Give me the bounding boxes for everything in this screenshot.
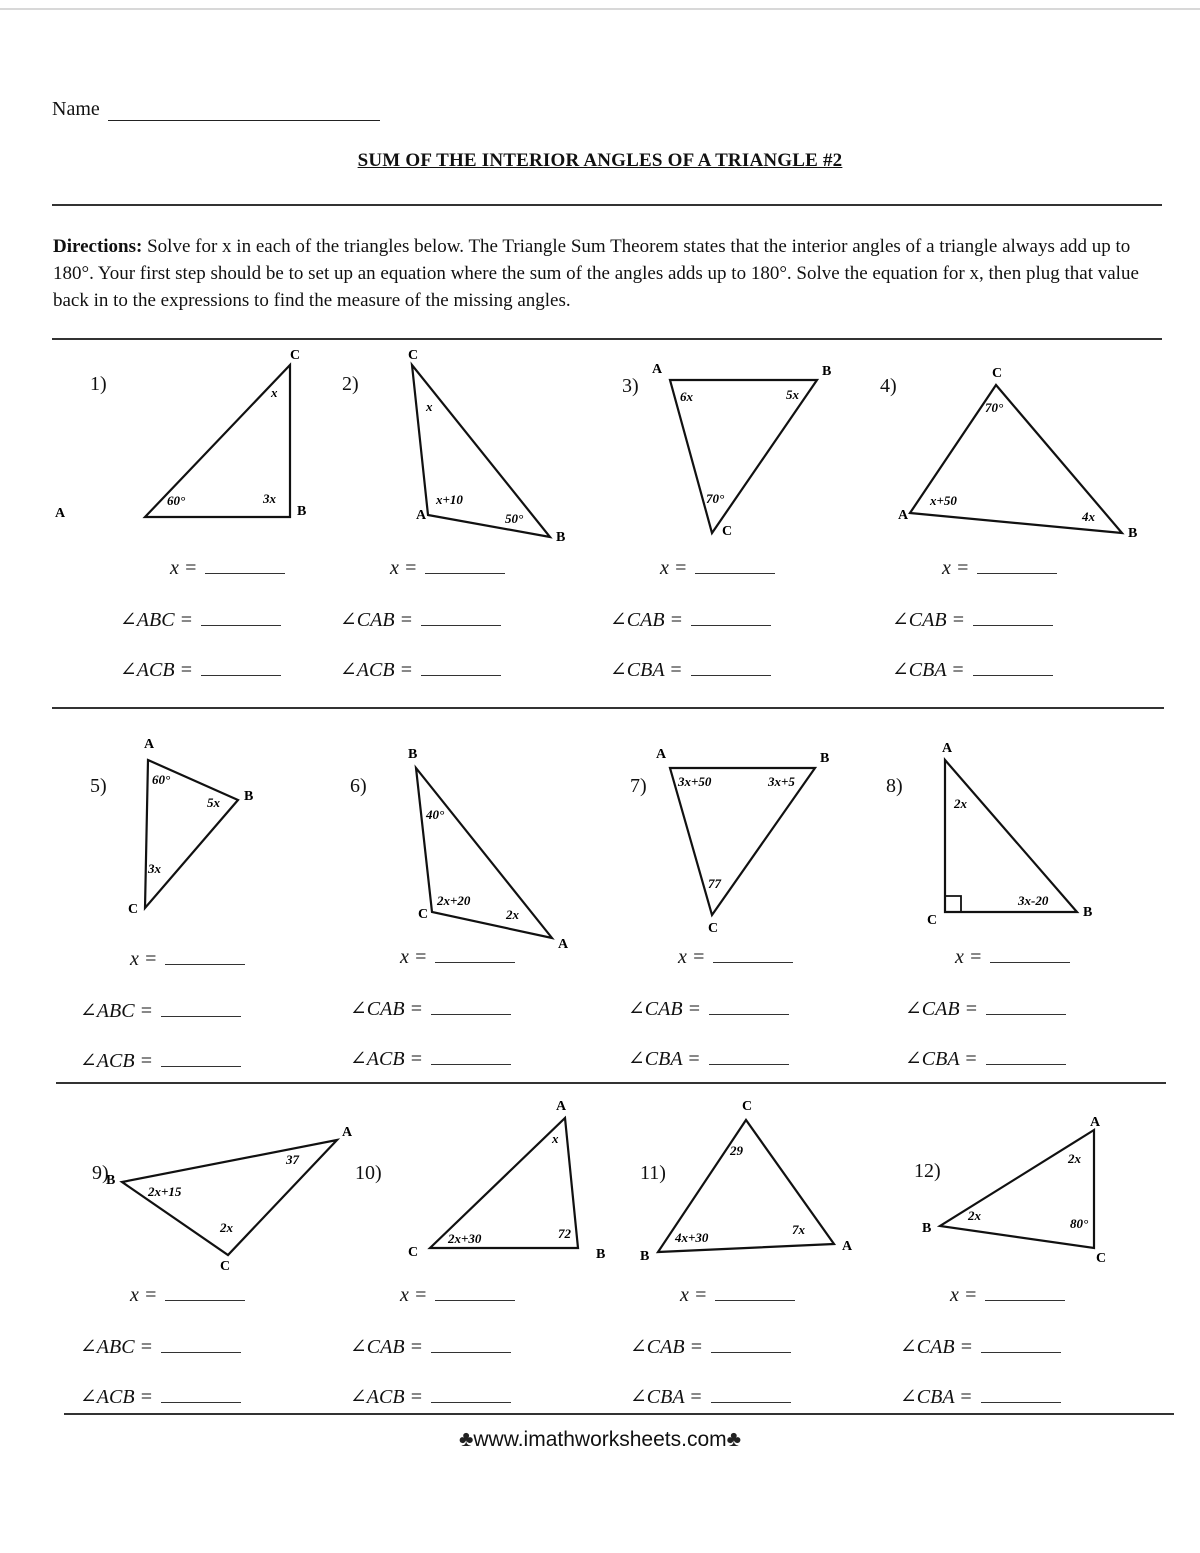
divider [52,338,1162,340]
angle-label-c: 2x [220,1220,233,1235]
answer-blank[interactable] [165,950,245,965]
angle-label-c: 80° [1070,1216,1089,1231]
answer-label: ∠CAB = [905,998,979,1020]
answer-label: x = [130,948,158,970]
problem-1 [55,345,365,705]
problem-3 [600,345,890,705]
scan-top-edge [0,8,1200,10]
angle-label-b: 40° [426,807,445,822]
angle-label-c: 70° [985,400,1004,415]
angle-label-a: 2x [954,796,967,811]
name-field[interactable] [108,120,380,121]
triangle-diagram [630,1100,910,1315]
angle-label-b: 50° [505,511,524,526]
angle-label-a: 60° [152,772,171,787]
answer-blank[interactable] [981,1388,1061,1403]
triangle-diagram [880,345,1160,560]
vertex-label-c: C [128,902,139,917]
footer-url[interactable]: www.imathworksheets.com [473,1428,727,1451]
answer-label: ∠ACB = [350,1386,424,1408]
answer-row [400,946,515,969]
answer-row [900,1384,1061,1409]
answer-label: ∠CBA = [630,1386,703,1408]
angle-label-c: 29 [730,1143,743,1158]
problem-5 [80,730,370,1090]
problem-number: 4) [880,375,897,397]
answer-blank[interactable] [691,661,771,676]
right-angle-marker [945,896,961,912]
answer-label: ∠ABC = [80,1336,154,1358]
angle-label-b: 5x [786,387,799,402]
answer-label: ∠CBA = [892,659,965,681]
angle-label-c: 2x+30 [448,1231,482,1246]
triangle-diagram [55,345,355,560]
answer-row [340,657,501,682]
answer-row [400,1284,515,1307]
vertex-label-b: B [244,789,254,804]
answer-row [350,1046,511,1071]
triangle-diagram [340,730,620,952]
answer-row [955,946,1070,969]
vertex-label-c: C [992,366,1003,381]
answer-label: x = [390,557,418,579]
answer-blank[interactable] [986,1000,1066,1015]
answer-blank[interactable] [711,1388,791,1403]
angle-label-b: 5x [207,795,220,810]
triangle-shape [416,768,552,938]
angle-label-a: x [552,1131,559,1146]
answer-blank[interactable] [431,1000,511,1015]
answer-blank[interactable] [431,1338,511,1353]
angle-label-b: 72 [558,1226,571,1241]
problem-number: 2) [342,373,359,395]
answer-label: x = [942,557,970,579]
answer-row [628,996,789,1021]
divider [52,204,1162,206]
answer-row [130,948,245,971]
angle-label-c: 3x [148,861,161,876]
answer-label: x = [660,557,688,579]
answer-blank[interactable] [435,948,515,963]
answer-label: ∠ACB = [120,659,194,681]
answer-blank[interactable] [709,1000,789,1015]
answer-blank[interactable] [431,1050,511,1065]
problem-number: 8) [886,775,903,797]
answer-row [120,657,281,682]
answer-blank[interactable] [161,1002,241,1017]
answer-blank[interactable] [201,611,281,626]
answer-blank[interactable] [709,1050,789,1065]
answer-row [340,607,501,632]
answer-row [80,1334,241,1359]
angle-label-b: 4x+30 [675,1230,709,1245]
directions-text: Solve for x in each of the triangles below. The Triangle Sum Theorem states that the interior angles of a triangle always add up to 180°. Your first step should be to set up an equation where the sum of the angles adds up to 180°. Solve the equation for x, then plug that value back in to the expressions to find the measure of the missing angles. [53,236,1139,311]
vertex-label-b: B [922,1221,932,1236]
answer-row [610,607,771,632]
answer-blank[interactable] [981,1338,1061,1353]
answer-label: ∠CAB = [610,609,684,631]
triangle-diagram [900,1100,1180,1315]
answer-blank[interactable] [435,1286,515,1301]
angle-label-a: x+10 [436,492,463,507]
answer-label: ∠CBA = [905,1048,978,1070]
triangle-shape [412,365,550,537]
problem-12 [900,1100,1190,1460]
triangle-shape [670,768,815,915]
problem-number: 7) [630,775,647,797]
vertex-label-c: C [418,907,429,922]
answer-row [350,1384,511,1409]
problem-2 [340,345,630,705]
problem-6 [340,730,630,1090]
answer-label: ∠CAB = [900,1336,974,1358]
answer-label: ∠ACB = [80,1050,154,1072]
angle-label-a: 37 [286,1152,299,1167]
answer-label: x = [950,1284,978,1306]
answer-label: ∠CAB = [630,1336,704,1358]
problem-11 [630,1100,920,1460]
answer-blank[interactable] [713,948,793,963]
answer-label: ∠ACB = [340,659,414,681]
vertex-label-b: B [297,504,307,519]
problem-7 [620,730,910,1090]
problem-10 [350,1100,640,1460]
vertex-label-a: A [556,1099,567,1114]
answer-label: x = [170,557,198,579]
directions [53,233,1153,314]
answer-row [80,1048,241,1073]
angle-label-b: 3x+5 [768,774,795,789]
vertex-label-c: C [408,1245,419,1260]
answer-row [892,607,1053,632]
problem-number: 10) [355,1162,382,1184]
answer-label: ∠CBA = [610,659,683,681]
problem-4 [880,345,1170,705]
answer-blank[interactable] [973,611,1053,626]
angle-label-b: 3x [263,491,276,506]
angle-label-c: 2x+20 [437,893,471,908]
answer-row [900,1334,1061,1359]
answer-label: x = [678,946,706,968]
triangle-diagram [880,730,1160,945]
answer-row [350,996,511,1021]
vertex-label-a: A [942,741,953,756]
footer [0,1426,1200,1452]
vertex-label-a: A [342,1125,353,1140]
angle-label-b: 2x [968,1208,981,1223]
answer-row [905,1046,1066,1071]
answer-label: ∠ABC = [120,609,194,631]
vertex-label-c: C [290,348,301,363]
answer-row [80,998,241,1023]
answer-row [950,1284,1065,1307]
answer-row [680,1284,795,1307]
angle-label-a: 60° [167,493,186,508]
answer-row [892,657,1053,682]
angle-label-c: 77 [708,876,721,891]
triangle-diagram [340,345,620,560]
angle-label-b: 4x [1082,509,1095,524]
problem-number: 6) [350,775,367,797]
problem-8 [880,730,1170,1090]
vertex-label-b: B [556,530,566,545]
clover-icon: ♣ [458,1426,474,1451]
answer-label: ∠ABC = [80,1000,154,1022]
angle-label-c: 70° [706,491,725,506]
answer-label: ∠ACB = [350,1048,424,1070]
problem-number: 1) [90,373,107,395]
answer-row [678,946,793,969]
answer-row [660,557,775,580]
answer-row [80,1384,241,1409]
answer-label: x = [130,1284,158,1306]
vertex-label-b: B [640,1249,650,1264]
answer-row [942,557,1057,580]
answer-label: ∠CAB = [340,609,414,631]
vertex-label-b: B [822,364,832,379]
angle-label-a: x+50 [930,493,957,508]
angle-label-b: 2x+15 [148,1184,182,1199]
vertex-label-a: A [898,508,909,523]
answer-blank[interactable] [165,1286,245,1301]
answer-blank[interactable] [977,559,1057,574]
answer-blank[interactable] [691,611,771,626]
problem-number: 12) [914,1160,941,1182]
angle-label-a: 3x+50 [678,774,712,789]
vertex-label-c: C [1096,1251,1107,1266]
vertex-label-c: C [408,348,419,363]
vertex-label-c: C [927,913,938,928]
problem-number: 11) [640,1162,666,1184]
answer-row [628,1046,789,1071]
divider [52,707,1164,709]
angle-label-a: 2x [1068,1151,1081,1166]
answer-label: x = [400,1284,428,1306]
answer-row [350,1334,511,1359]
answer-blank[interactable] [990,948,1070,963]
vertex-label-a: A [55,506,66,521]
vertex-label-a: A [1090,1115,1101,1130]
answer-blank[interactable] [985,1286,1065,1301]
angle-label-b: 3x-20 [1018,893,1049,908]
directions-label: Directions: [53,236,143,257]
triangle-diagram [620,730,900,945]
answer-label: x = [955,946,983,968]
answer-blank[interactable] [161,1388,241,1403]
angle-label-a: 2x [506,907,519,922]
name-label: Name [52,98,100,120]
answer-blank[interactable] [973,661,1053,676]
vertex-label-a: A [558,937,569,952]
answer-row [630,1384,791,1409]
answer-blank[interactable] [715,1286,795,1301]
angle-label-a: 7x [792,1222,805,1237]
vertex-label-a: A [842,1239,853,1254]
vertex-label-a: A [144,737,155,752]
angle-label-c: x [271,385,278,400]
problem-9 [80,1100,370,1460]
answer-label: ∠CAB = [892,609,966,631]
answer-row [120,607,281,632]
answer-row [170,557,285,580]
answer-row [610,657,771,682]
answer-blank[interactable] [695,559,775,574]
vertex-label-b: B [596,1247,606,1262]
answer-row [905,996,1066,1021]
answer-blank[interactable] [161,1052,241,1067]
answer-blank[interactable] [421,611,501,626]
answer-blank[interactable] [161,1338,241,1353]
clover-icon: ♣ [726,1426,742,1451]
vertex-label-b: B [106,1173,116,1188]
vertex-label-b: B [1128,526,1138,541]
vertex-label-b: B [820,751,830,766]
angle-label-a: 6x [680,389,693,404]
vertex-label-a: A [656,747,667,762]
answer-label: x = [680,1284,708,1306]
triangle-diagram [350,1100,630,1315]
vertex-label-a: A [652,362,663,377]
answer-row [630,1334,791,1359]
answer-label: ∠CAB = [628,998,702,1020]
worksheet-title: SUM OF THE INTERIOR ANGLES OF A TRIANGLE #2 [357,150,843,171]
vertex-label-c: C [220,1259,231,1274]
answer-label: ∠CAB = [350,998,424,1020]
problem-number: 9) [92,1162,109,1184]
answer-blank[interactable] [205,559,285,574]
answer-label: ∠CAB = [350,1336,424,1358]
answer-row [390,557,505,580]
triangle-shape [945,760,1077,912]
vertex-label-b: B [1083,905,1093,920]
angle-label-c: x [426,399,433,414]
answer-blank[interactable] [421,661,501,676]
answer-blank[interactable] [711,1338,791,1353]
triangle-diagram [80,730,360,945]
answer-label: x = [400,946,428,968]
vertex-label-a: A [416,508,427,523]
problem-number: 3) [622,375,639,397]
answer-blank[interactable] [425,559,505,574]
triangle-diagram [600,345,880,560]
vertex-label-c: C [708,921,719,936]
vertex-label-c: C [722,524,733,539]
answer-blank[interactable] [431,1388,511,1403]
answer-label: ∠CBA = [628,1048,701,1070]
answer-label: ∠CBA = [900,1386,973,1408]
answer-label: ∠ACB = [80,1386,154,1408]
answer-blank[interactable] [986,1050,1066,1065]
triangle-diagram [80,1100,360,1315]
answer-row [130,1284,245,1307]
problem-number: 5) [90,775,107,797]
vertex-label-c: C [742,1099,753,1114]
answer-blank[interactable] [201,661,281,676]
vertex-label-b: B [408,747,418,762]
